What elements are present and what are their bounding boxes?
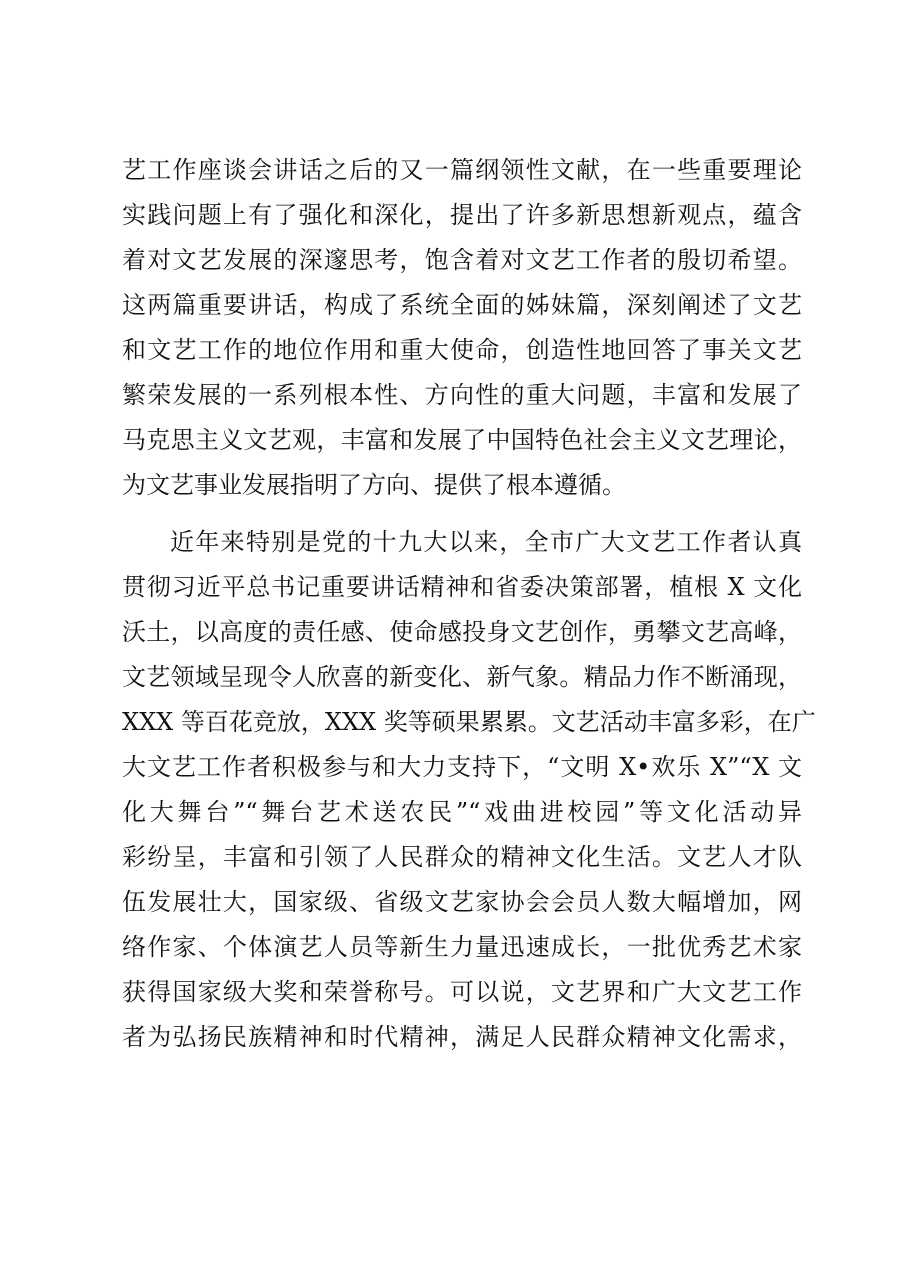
text-line: 贯彻习近平总书记重要讲话精神和省委决策部署，植根 X 文化 xyxy=(122,573,802,601)
text-line: 为文艺事业发展指明了方向、提供了根本遵循。 xyxy=(122,471,626,499)
text-line: 实践问题上有了强化和深化，提出了许多新思想新观点，蕴含 xyxy=(122,201,802,229)
text-line: 马克思主义文艺观，丰富和发展了中国特色社会主义文艺理论， xyxy=(122,426,802,454)
paragraph-1 xyxy=(122,148,802,508)
text-line: 获得国家级大奖和荣誉称号。可以说，文艺界和广大文艺工作 xyxy=(122,978,802,1006)
text-line: 大文艺工作者积极参与和大力支持下，“文明 X•欢乐 X”“X 文 xyxy=(122,753,802,781)
text-line: 伍发展壮大，国家级、省级文艺家协会会员人数大幅增加，网 xyxy=(122,888,802,916)
text-line: 沃土，以高度的责任感、使命感投身文艺创作，勇攀文艺高峰， xyxy=(122,618,802,646)
text-line: 化大舞台”“舞台艺术送农民”“戏曲进校园”等文化活动异 xyxy=(122,798,802,826)
text-line: 艺工作座谈会讲话之后的又一篇纲领性文献，在一些重要理论 xyxy=(122,156,802,184)
text-line: 繁荣发展的一系列根本性、方向性的重大问题，丰富和发展了 xyxy=(122,381,802,409)
text-line: 络作家、个体演艺人员等新生力量迅速成长，一批优秀艺术家 xyxy=(122,933,802,961)
text-line: 彩纷呈，丰富和引领了人民群众的精神文化生活。文艺人才队 xyxy=(122,843,802,871)
text-line: 和文艺工作的地位作用和重大使命，创造性地回答了事关文艺 xyxy=(122,336,802,364)
paragraph-2 xyxy=(122,520,816,1060)
text-line: 着对文艺发展的深邃思考，饱含着对文艺工作者的殷切希望。 xyxy=(122,246,802,274)
paragraph-spacer xyxy=(122,508,802,520)
text-line: 者为弘扬民族精神和时代精神，满足人民群众精神文化需求， xyxy=(122,1023,802,1051)
text-line: XXX 等百花竞放，XXX 奖等硕果累累。文艺活动丰富多彩，在广 xyxy=(122,708,816,736)
text-line: 近年来特别是党的十九大以来，全市广大文艺工作者认真 xyxy=(170,528,802,556)
text-line: 文艺领域呈现令人欣喜的新变化、新气象。精品力作不断涌现， xyxy=(122,663,802,691)
text-line: 这两篇重要讲话，构成了系统全面的姊妹篇，深刻阐述了文艺 xyxy=(122,291,802,319)
body-text xyxy=(122,148,816,1060)
